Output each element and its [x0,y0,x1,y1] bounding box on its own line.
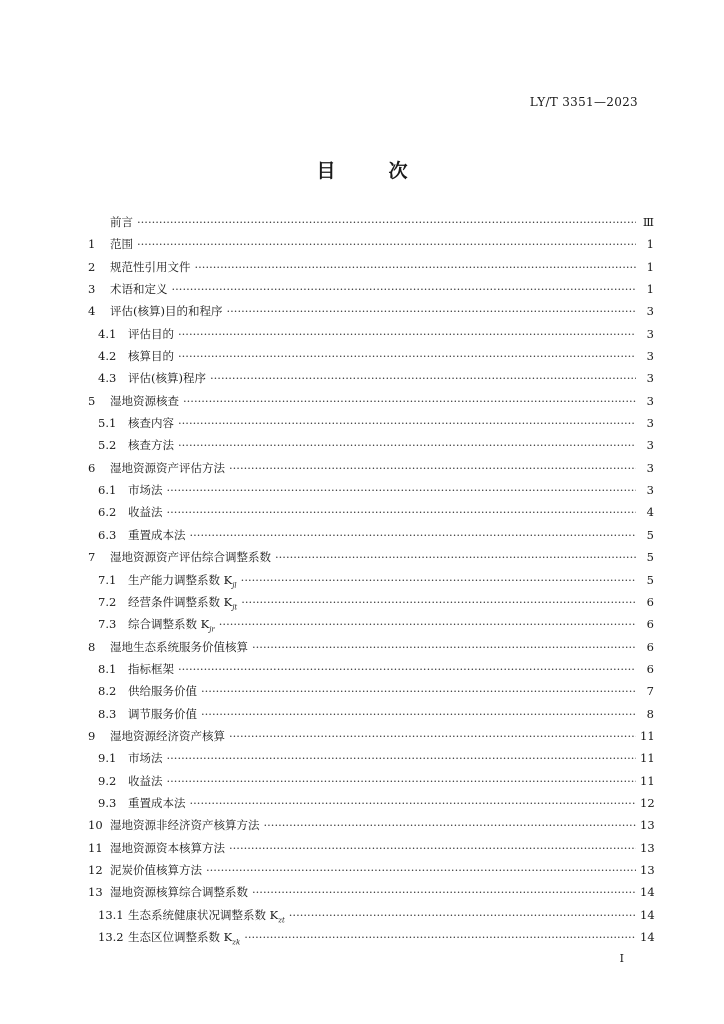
toc-dot-leader [183,394,636,408]
toc-title [0,156,724,183]
toc-entry[interactable] [88,929,654,951]
toc-entry-title [110,728,229,744]
toc-entry-number: 7.1 [98,572,117,587]
toc-entry[interactable] [88,460,654,482]
toc-entry-page: 3 [646,393,654,408]
toc-entry-subscript: jt [232,603,238,612]
toc-entry-title [110,259,195,275]
toc-entry-page: 3 [646,371,654,386]
toc-entry-title-text: 湿地资源资产评估方法 [110,460,225,475]
toc-entry-title-text: 指标框架 [128,661,174,676]
toc-entry-number: 12 [88,862,103,877]
toc-entry-page: 11 [640,751,655,766]
toc-entry-title [128,706,201,722]
toc-entry[interactable] [88,415,654,437]
toc-entry-number: 13 [88,885,103,900]
toc-entry-page: 3 [646,460,654,475]
toc-entry-title-text: 湿地资源资本核算方法 [110,840,225,855]
toc-dot-leader [190,796,637,810]
toc-entry-title [128,773,167,789]
toc-dot-leader [241,595,636,609]
toc-entry-title [128,750,167,766]
toc-entry-title-text: 前言 [110,215,133,229]
toc-entry-title [128,527,190,543]
toc-entry[interactable] [88,259,654,281]
toc-dot-leader [241,573,636,587]
toc-entry[interactable] [88,817,654,839]
toc-dot-leader [226,304,636,318]
toc-dot-leader [137,215,636,229]
toc-entry-title-text: 核查内容 [128,416,174,431]
toc-entry-title-text: 供给服务价值 [128,684,197,699]
toc-entry-number: 8 [88,639,96,654]
toc-entry-number: 8.1 [98,661,117,676]
toc-dot-leader [264,818,637,832]
toc-entry[interactable] [88,236,654,258]
toc-entry-title [128,929,244,946]
toc-entry[interactable] [88,482,654,504]
toc-dot-leader [252,640,636,654]
toc-entry[interactable] [88,907,654,929]
toc-entry-number: 6.1 [98,483,117,498]
toc-dot-leader [178,662,636,676]
toc-entry-title-text: 重置成本法 [128,527,186,542]
toc-entry-number: 9.3 [98,795,117,810]
toc-entry-title [128,482,167,498]
toc-entry-title [110,639,252,655]
toc-entry-page: 11 [640,773,655,788]
toc-entry-number: 13.1 [98,907,124,922]
toc-dot-leader [178,438,636,452]
toc-entry-page: 1 [646,282,654,297]
toc-entry[interactable] [88,326,654,348]
toc-entry[interactable] [88,683,654,705]
toc-entry-number: 6.3 [98,527,117,542]
toc-entry-title [110,549,275,565]
toc-entry-subscript: zk [232,938,241,947]
toc-entry-page: 8 [646,706,654,721]
toc-entry-title [110,236,137,252]
toc-entry-number: 5 [88,393,96,408]
toc-entry-page: 14 [640,907,655,922]
toc-entry-page: 13 [640,840,655,855]
toc-entry[interactable] [88,594,654,616]
toc-entry-page: 11 [640,728,655,743]
toc-dot-leader [167,774,637,788]
toc-entry[interactable] [88,370,654,392]
toc-entry-page: 1 [646,259,654,274]
toc-entry-page: 6 [646,639,654,654]
toc-entry-number: 9.1 [98,751,117,766]
toc-entry-title-text: 范围 [110,237,133,252]
toc-entry-title [110,303,226,319]
toc-entry-title-text: 重置成本法 [128,795,186,810]
toc-entry-title [110,393,183,409]
toc-entry-title [110,884,252,900]
toc-entry[interactable] [88,862,654,884]
toc-dot-leader [195,260,637,274]
toc-entry-title-text: 泥炭价值核算方法 [110,862,202,877]
toc-entry[interactable] [88,706,654,728]
toc-entry-number: 2 [88,259,96,274]
toc-entry[interactable] [88,437,654,459]
toc-dot-leader [229,461,636,475]
toc-dot-leader [178,416,636,430]
toc-entry-page: 5 [646,572,654,587]
toc-entry-number: 5.2 [98,438,117,453]
toc-entry-subscript: jr [209,625,215,634]
toc-entry-title [110,460,229,476]
toc-dot-leader [178,349,636,363]
toc-entry-title-text: 收益法 [128,505,163,520]
toc-entry-title-text: 湿地资源核算综合调整系数 [110,885,248,900]
toc-entry-title [128,594,241,611]
toc-entry-number: 10 [88,818,103,833]
toc-entry-title [128,616,219,633]
toc-entry-title [128,661,178,677]
toc-entry[interactable] [88,840,654,862]
toc-entry-page: 5 [646,550,654,565]
toc-entry-title [128,415,178,431]
toc-dot-leader [201,707,636,721]
toc-entry[interactable] [88,639,654,661]
toc-dot-leader [167,751,637,765]
toc-dot-leader [201,684,636,698]
toc-entry-number: 1 [88,237,96,252]
table-of-contents [88,214,654,951]
toc-entry-title [128,326,178,342]
toc-entry-page: 13 [640,862,655,877]
toc-entry-number: 11 [88,840,103,855]
toc-entry-title-text: 生产能力调整系数 K [128,572,233,587]
toc-entry-page: 6 [646,594,654,609]
toc-dot-leader [252,885,636,899]
toc-entry[interactable] [88,884,654,906]
toc-entry-page: 12 [640,795,655,810]
toc-entry-title [128,504,167,520]
toc-entry-title-text: 调节服务价值 [128,706,197,721]
toc-entry-title [128,795,190,811]
toc-entry-number: 8.2 [98,684,117,699]
toc-entry-number: 13.2 [98,930,124,944]
toc-entry-number: 8.3 [98,706,117,721]
toc-entry-number: 9 [88,728,96,743]
toc-entry-title-text: 核查方法 [128,438,174,453]
toc-entry-number: 4.2 [98,349,117,364]
toc-entry-subscript: jl [232,580,237,589]
toc-entry-page: Ⅲ [642,215,654,229]
toc-dot-leader [178,327,636,341]
toc-dot-leader [210,371,636,385]
toc-entry-number: 4.3 [98,371,117,386]
toc-entry-page: 7 [646,684,654,699]
page-number: I [619,952,624,965]
document-code: LY/T 3351—2023 [529,95,638,109]
toc-entry[interactable] [88,393,654,415]
toc-entry[interactable] [88,504,654,526]
toc-entry-title-text: 评估(核算)目的和程序 [110,304,223,319]
toc-dot-leader [289,908,636,922]
toc-dot-leader [167,505,637,519]
toc-entry-number: 7.3 [98,617,117,632]
toc-dot-leader [190,528,637,542]
toc-entry-title-text: 综合调整系数 K [128,617,210,632]
toc-entry-page: 3 [646,304,654,319]
toc-entry-page: 6 [646,617,654,632]
toc-dot-leader [275,550,636,564]
toc-entry-title-text: 湿地资源非经济资产核算方法 [110,818,260,833]
toc-dot-leader [137,237,636,251]
toc-entry-page: 3 [646,416,654,431]
toc-entry-page: 3 [646,438,654,453]
toc-entry-title [110,817,264,833]
toc-entry-page: 14 [640,930,655,944]
toc-entry-number: 9.2 [98,773,117,788]
toc-entry-subscript: zt [278,915,285,924]
toc-entry[interactable] [88,572,654,594]
toc-dot-leader [167,483,637,497]
toc-entry-title-text: 经营条件调整系数 K [128,594,233,609]
toc-entry-title-text: 市场法 [128,483,163,498]
toc-entry-number: 7.2 [98,594,117,609]
toc-dot-leader [219,617,636,631]
toc-entry-number: 4.1 [98,326,117,341]
toc-entry-title-text: 湿地资源核查 [110,393,179,408]
toc-entry-title [110,281,172,297]
toc-entry-title-text: 湿地生态系统服务价值核算 [110,639,248,654]
toc-entry-title-text: 生态区位调整系数 K [128,930,233,944]
toc-entry[interactable] [88,728,654,750]
toc-entry-title [110,840,229,856]
toc-title-char: 目 [316,160,336,182]
toc-entry-number: 7 [88,550,96,565]
toc-entry-number: 6.2 [98,505,117,520]
toc-dot-leader [206,863,636,877]
toc-entry[interactable] [88,214,654,236]
toc-entry-number: 5.1 [98,416,117,431]
toc-entry[interactable] [88,549,654,571]
toc-entry-title-text: 规范性引用文件 [110,259,191,274]
toc-entry-title [128,437,178,453]
toc-entry-title-text: 术语和定义 [110,282,168,297]
toc-entry-number: 4 [88,304,96,319]
toc-entry-title [128,572,241,589]
toc-entry-title-text: 生态系统健康状况调整系数 K [128,907,279,922]
toc-entry-title [110,214,137,230]
toc-entry-title [128,348,178,364]
toc-entry-page: 1 [646,237,654,252]
toc-dot-leader [172,282,637,296]
toc-entry[interactable] [88,773,654,795]
toc-entry-number: 6 [88,460,96,475]
toc-entry[interactable] [88,348,654,370]
toc-entry[interactable] [88,750,654,772]
toc-entry-page: 3 [646,326,654,341]
toc-entry-title-text: 收益法 [128,773,163,788]
toc-entry-title [128,907,289,924]
toc-dot-leader [244,930,636,944]
toc-entry[interactable] [88,795,654,817]
toc-title-char: 次 [388,160,408,182]
toc-entry[interactable] [88,616,654,638]
toc-entry-title [128,370,210,386]
toc-entry-title-text: 核算目的 [128,349,174,364]
toc-entry[interactable] [88,303,654,325]
toc-dot-leader [229,729,636,743]
toc-entry-page: 6 [646,661,654,676]
toc-entry-title-text: 湿地资源资产评估综合调整系数 [110,550,271,565]
toc-entry-page: 3 [646,483,654,498]
toc-entry-page: 3 [646,349,654,364]
toc-entry-page: 14 [640,885,655,900]
toc-entry-title-text: 湿地资源经济资产核算 [110,728,225,743]
toc-entry-title [128,683,201,699]
toc-entry-number: 3 [88,282,96,297]
toc-dot-leader [229,841,636,855]
toc-entry-title-text: 评估目的 [128,326,174,341]
toc-entry[interactable] [88,281,654,303]
toc-entry[interactable] [88,661,654,683]
toc-entry[interactable] [88,527,654,549]
toc-entry-title [110,862,206,878]
toc-entry-page: 4 [646,505,654,520]
toc-entry-page: 13 [640,818,655,833]
toc-entry-page: 5 [646,527,654,542]
toc-entry-title-text: 市场法 [128,751,163,766]
toc-entry-title-text: 评估(核算)程序 [128,371,206,386]
